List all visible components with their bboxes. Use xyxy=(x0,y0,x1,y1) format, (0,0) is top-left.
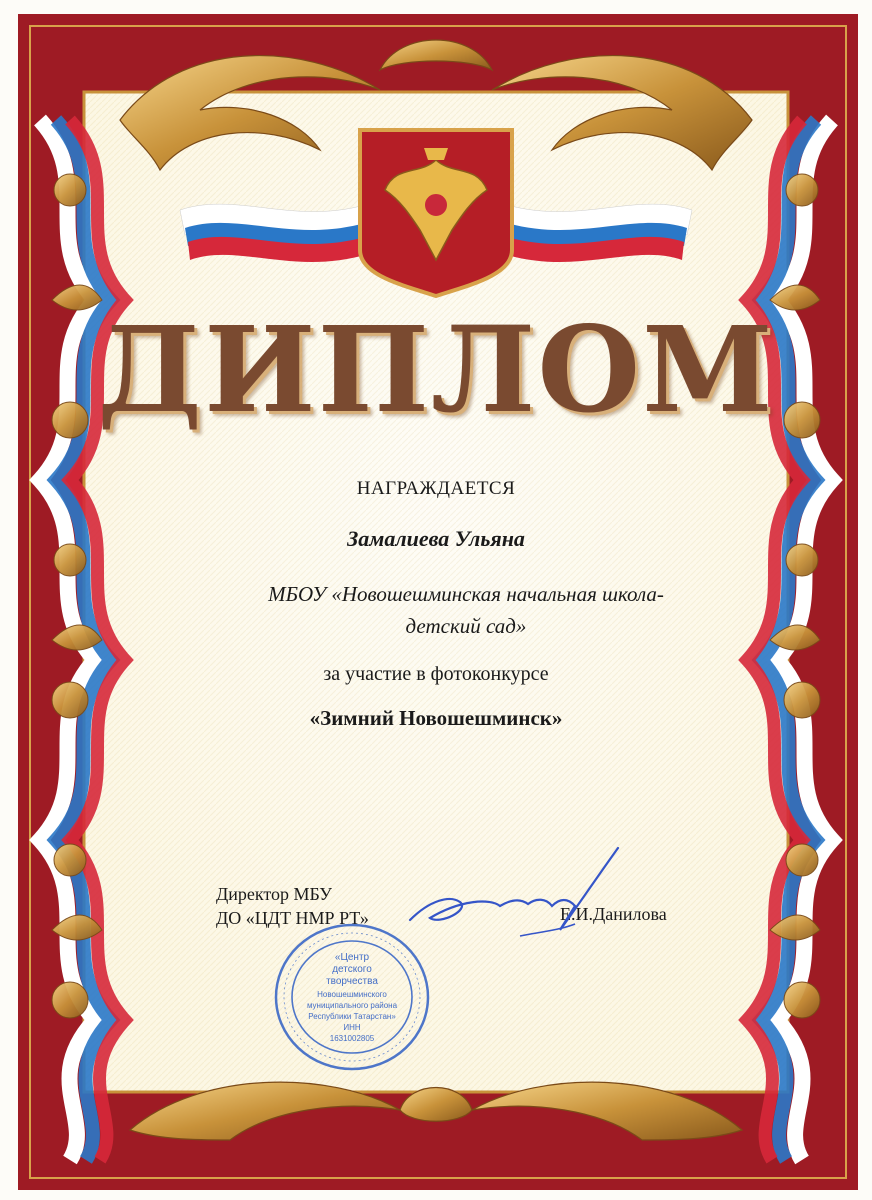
stamp-line-4: Новошешминского xyxy=(317,990,387,999)
award-reason: за участие в фотоконкурсе xyxy=(323,663,549,685)
stamp-line-3: творчества xyxy=(326,976,378,987)
school-line-1: МБОУ «Новошешминская начальная школа- xyxy=(268,582,664,606)
diploma-title: ДИПЛОМ xyxy=(97,300,775,439)
stamp-line-8: 1631002805 xyxy=(329,1034,375,1043)
signatory-title-line-2: ДО «ЦДТ НМР РТ» xyxy=(216,908,369,928)
signatory-title-line-1: Директор МБУ xyxy=(216,884,332,904)
stamp-line-5: муниципального района xyxy=(306,1001,398,1010)
recipient-name: Замалиева Ульяна xyxy=(347,526,525,551)
stamp-line-6: Республики Татарстан» xyxy=(308,1012,396,1021)
signatory-name: Е.И.Данилова xyxy=(560,904,667,924)
stamp-line-7: ИНН xyxy=(343,1023,361,1032)
official-stamp xyxy=(272,922,432,1072)
stamp-line-2: детского xyxy=(332,964,372,975)
handwritten-signature xyxy=(400,840,630,950)
contest-name: «Зимний Новошешминск» xyxy=(309,706,563,730)
awarded-label: НАГРАЖДАЕТСЯ xyxy=(356,478,516,499)
stamp-line-1: «Центр xyxy=(334,952,370,963)
school-line-2: детский сад» xyxy=(405,614,527,638)
